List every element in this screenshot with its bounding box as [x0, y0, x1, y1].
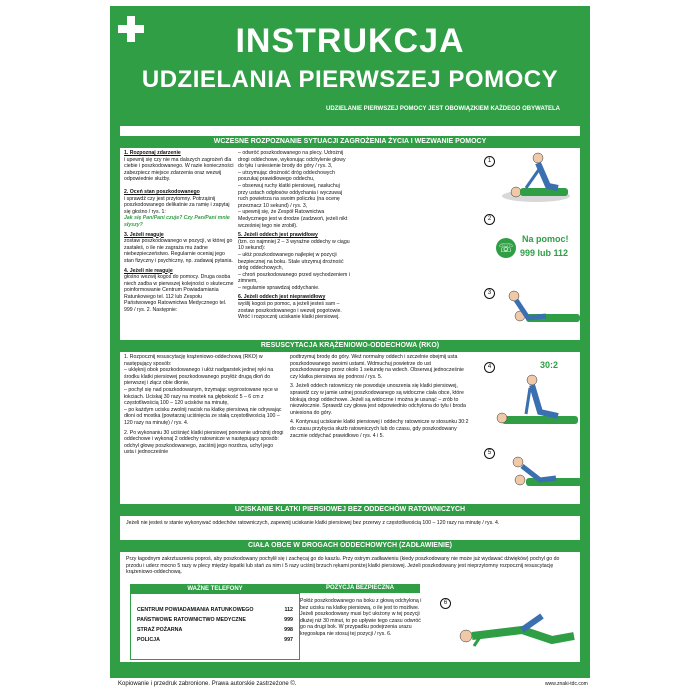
step-text: 2. Po wykonaniu 30 uciśnięć klatki piersiowej ponownie udrożnij drogi oddechowe i wykonaj 2 oddechy ratownicze w następujący sposób: odchyl głowę poszkodowanego, zaciśnij jego nozdrza, uchyl jego usta i jednocześnie: [124, 429, 284, 456]
step-heading: 5. Jeżeli oddech jest prawidłowy: [238, 232, 318, 239]
step-heading: 4. Jeżeli nie reaguje: [124, 267, 173, 274]
step-text: – ułóż poszkodowanego najlepiej w pozycji bezpiecznej na boku. Stale utrzymuj drożność dróg oddechowych,: [238, 251, 344, 272]
step-text: głośno wezwij kogoś do pomocy. Druga osoba niech zadba w pierwszej kolejności o skuteczne poinformowanie Centrum Powiadamiania Ratunkowego tel. 112 lub Zespołu Państwowego Ratownictwa Medycznego tel. 999 / rys. 2. Następnie:: [124, 274, 234, 314]
step-heading: 1. Rozpoznaj zdarzenie: [124, 150, 181, 156]
section2-bar: RESUSCYTACJA KRĄŻENIOWO-ODDECHOWA (RKO): [120, 340, 580, 352]
figure-3-airway-illustration: [496, 282, 586, 332]
step-heading: 2. Oceń stan poszkodowanego: [124, 188, 200, 195]
figure-4-number: 4: [484, 362, 495, 373]
phone-row-name: PAŃSTWOWE RATOWNICTWO MEDYCZNE: [137, 617, 246, 623]
subtitle: UDZIELANIE PIERWSZEJ POMOCY JEST OBOWIĄZKIEM KAŻDEGO OBYWATELA: [325, 106, 560, 112]
section1-right-col: [238, 150, 350, 321]
position-title: POZYCJA BEZPIECZNA: [300, 584, 420, 593]
step-text: (tzn. co najmniej 2 – 3 wyraźne oddechy w ciągu 10 sekund):: [238, 238, 350, 252]
position-text: Połóż poszkodowanego na boku z głową odchyloną i bez ucisku na klatkę piersiową, o ile jest to możliwe. Jeżeli poszkodowany musi być ułożony w tej pozycji dłużej niż 30 minut, to po upływie tego czasu odwróć go na drugi bok. W przypadku podejrzenia urazu kręgosłupa nie stosuj tej pozycji / rys. 6.: [300, 598, 422, 637]
phone-row-name: POLICJA: [137, 637, 160, 643]
figure-3-number: 3: [484, 288, 495, 299]
section4-bar: CIAŁA OBCE W DROGACH ODDECHOWYCH (ZADŁAWIENIE): [120, 540, 580, 552]
figure-6-recovery-position-illustration: [452, 606, 582, 652]
help-label: Na pomoc!: [522, 234, 569, 244]
section1-bar: WCZESNE ROZPOZNANIE SYTUACJI ZAGROŻENIA ŻYCIA I WEZWANIE POMOCY: [120, 136, 580, 148]
phone-icon: ☏: [496, 238, 516, 258]
step-text: – chroń poszkodowanego przed wychodzeniem i zimnem,: [238, 271, 350, 285]
step-heading: 6. Jeżeli oddech jest nieprawidłowy: [238, 294, 326, 301]
phone-row-number: 999: [284, 617, 293, 623]
important-phones-box: [130, 584, 300, 660]
step-text: i sprawdź czy jest przytomny. Potrząśnij poszkodowanego delikatnie za ramię i zapytaj się głośno / rys. 1:: [124, 195, 230, 215]
step-text: podtrzymuj brodę do góry. Weź normalny oddech i szczelnie obejmij usta poszkodowanego swoimi ustami. Wdmuchuj powietrze do ust poszkodowanego przez około 1 sekundę na wdech. Obserwuj jednocześnie czy klatka piersiowa się podnosi / rys. 5.: [290, 354, 464, 380]
title-line-1: INSTRUKCJA: [235, 22, 465, 60]
help-callout: [496, 232, 596, 268]
phone-row-name: STRAŻ POŻARNA: [137, 627, 183, 633]
figure-2-number: 2: [484, 214, 495, 225]
ratio-label: 30:2: [540, 360, 559, 370]
step-text: – odwróć poszkodowanego na plecy. Udrożnij drogi oddechowe, wykonując odchylenie głowy do tyłu i uniesienie brody do góry / rys. 3,: [238, 150, 346, 170]
section4-text: Przy łagodnym zakrztuszeniu poproś, aby poszkodowany pochylił się i zachęcaj go do kaszlu. Przy ostrym zadławieniu (kiedy poszkodowany nie może już wydawać dźwięków) pochyl go do przodu i uderz mocno 5 razy w plecy między łopatki lub stań za nim i 5 razy uciśnij brzuch rękami poniżej klatki piersiowej. Jeżeli poszkodowany jest nieprzytomny rozpocznij resuscytację krążeniowo-oddechową.: [126, 556, 560, 576]
copyright-note: Kopiowanie i przedruk zabronione. Prawa autorskie zastrzeżone ©.: [118, 681, 297, 687]
phone-row: [137, 607, 293, 613]
phones-title: WAŻNE TELEFONY: [131, 585, 299, 594]
section2-right-col: [290, 354, 470, 439]
step-heading: 3. Jeżeli reaguje: [124, 231, 164, 238]
figure-5-number: 5: [484, 448, 495, 459]
section3-bar: UCISKANIE KLATKI PIERSIOWEJ BEZ ODDECHÓW RATOWNICZYCH: [120, 504, 580, 516]
step-text: – regularnie sprawdzaj oddychanie.: [238, 284, 320, 291]
figure-5-rescue-breath-illustration: [496, 444, 586, 494]
step-text: – uklęknij obok poszkodowanego i ułóż nadgarstek jednej ręki na środku klatki piersiowej poszkodowanego przyłóż drugą dłoń do pierwszej i złącz obie dłonie,: [124, 367, 274, 387]
phone-row: [137, 627, 293, 633]
step-text: wyślij kogoś po pomoc, a jeżeli jesteś sam – zostaw poszkodowanego i wezwij pogotowie. Wróć i rozpocznij uciskanie klatki piersiowej.: [238, 301, 342, 321]
title-line-2: UDZIELANIA PIERWSZEJ POMOCY: [141, 66, 559, 93]
section2-left-col: [124, 354, 284, 456]
figure-4-chest-compression-illustration: [496, 372, 586, 432]
phone-row-name: CENTRUM POWIADAMIANIA RATUNKOWEGO: [137, 607, 254, 613]
section1-left-col: [124, 150, 234, 314]
question-text: Jak się Pan/Pani czuje? Czy Pan/Pani mnie słyszy?: [124, 215, 230, 228]
phone-row-number: 998: [284, 627, 293, 633]
phone-row: [137, 617, 293, 623]
phone-row-number: 997: [284, 637, 293, 643]
phone-row-number: 112: [284, 607, 293, 613]
step-text: – obserwuj ruchy klatki piersiowej, nasłuchuj przy ustach odgłosów oddychania i wyczuwaj ruch powietrza na swoim policzku (na ocenę przeznacz 10 sekund) / rys. 3,: [238, 182, 343, 209]
step-text: – po każdym ucisku zwolnij nacisk na klatkę piersiową nie odrywając dłoni od mostka (powtarzaj uciśnięcia ze stałą częstotliwością 100 – 120 razy na minutę) / rys. 4.: [124, 406, 282, 426]
brand-logo: tdc: [650, 666, 668, 680]
step-text: – utrzymując drożność dróg oddechowych poszukaj prawidłowego oddechu,: [238, 169, 335, 183]
phone-row: [137, 637, 293, 643]
figure-6-number: 6: [440, 598, 451, 609]
figure-1-check-response-illustration: [496, 148, 586, 208]
step-text: 3. Jeżeli oddech ratowniczy nie powoduje unoszenia się klatki piersiowej, sprawdź czy w jamie ustnej poszkodowanego są widoczne ciała obce, które blokują drogi oddechowe. Jeżeli są widoczne i można je usunąć – zrób to niezwłocznie. Sprawdź czy głowa jest odpowiednio odchylona do tyłu i broda uniesiona do góry.: [290, 383, 466, 416]
figure-1-number: 1: [484, 156, 495, 167]
step-text: – pochyl się nad poszkodowanym, trzymając wyprostowane ręce w łokciach. Uciskaj 30 razy na mostek na głębokość 5 – 6 cm z częstotliwością 100 – 120 ucisków na minutę,: [124, 386, 278, 407]
section3-text: Jeżeli nie jesteś w stanie wykonywać oddechów ratowniczych, zapewnij uciskanie klatki piersiowej bez przerwy z częstotliwością 100 – 120 razy na minutę / rys. 4.: [126, 520, 500, 526]
help-numbers: 999 lub 112: [520, 248, 569, 258]
step-text: – upewnij się, że Zespół Ratownictwa Medycznego jest w drodze (zadzwoń, jeżeli nikt wcześniej tego nie zrobił).: [238, 209, 348, 229]
step-text: i upewnij się czy nie ma dalszych zagrożeń dla ciebie i poszkodowanego. W razie konieczności zabezpiecz miejsce zdarzenia oraz wezwij odpowiednie służby.: [124, 156, 234, 183]
step-text: zostaw poszkodowanego w pozycji, w której go zastałeś, o ile nie zagraża mu żadne niebezpieczeństwo. Regularnie oceniaj jego stan fizyczny i psychiczny, np. zadawaj pytania.: [124, 238, 233, 264]
website-url: www.znaki-tdc.com: [545, 681, 588, 687]
step-text: 1. Rozpocznij resuscytację krążeniowo-oddechową (RKO) w następujący sposób:: [124, 354, 263, 367]
step-text: 4. Kontynuuj uciskanie klatki piersiowej i oddechy ratownicze w stosunku 30:2 do czasu przybycia służb ratowniczych lub do czasu, gdy poszkodowany zacznie oddychać prawidłowo / rys. 4 i 5.: [290, 419, 469, 439]
